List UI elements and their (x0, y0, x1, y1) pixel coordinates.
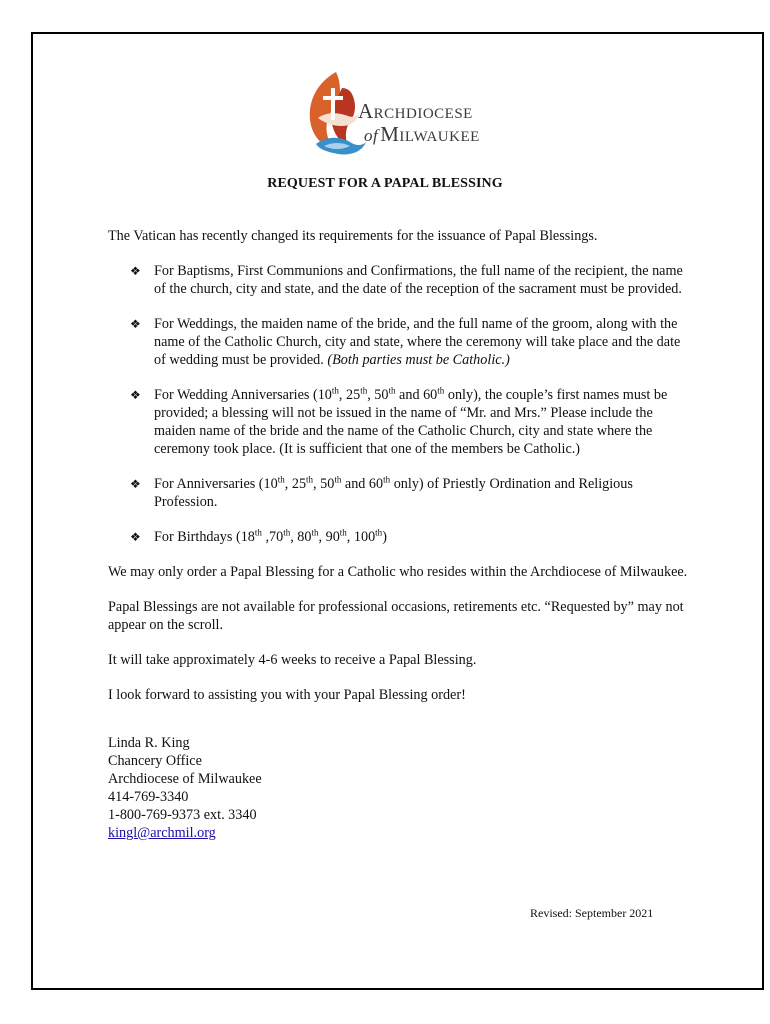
signature-office: Chancery Office (108, 753, 202, 769)
list-item (130, 386, 688, 458)
diamond-bullet-icon: ❖ (130, 477, 141, 491)
list-item (130, 528, 688, 546)
signature-name: Linda R. King (108, 735, 190, 751)
revised-date: Revised: September 2021 (530, 906, 654, 920)
email-link[interactable]: kingl@archmil.org (108, 825, 216, 841)
cross-vertical (331, 88, 335, 120)
diamond-bullet-icon: ❖ (130, 530, 141, 544)
signature-tollfree: 1-800-769-9373 ext. 3340 (108, 807, 257, 823)
bullet-weddings: For Weddings, the maiden name of the bride, and the full name of the groom, along with the name of the Catholic Church, city and state, where the ceremony will take place and the date of wedding must be provided. (154, 316, 681, 368)
intro-paragraph: The Vatican has recently changed its requirements for the issuance of Papal Blessings. (108, 228, 598, 244)
signature-phone: 414-769-3340 (108, 789, 189, 805)
closing-paragraph: I look forward to assisting you with your Papal Blessing order! (108, 687, 466, 703)
bullet-birthdays: For Birthdays (18th ,70th, 80th, 90th, 100th) (154, 527, 387, 545)
logo-line2 (364, 124, 480, 145)
diamond-bullet-icon: ❖ (130, 388, 141, 402)
cross-horizontal (323, 96, 343, 100)
timing-paragraph: It will take approximately 4-6 weeks to receive a Papal Blessing. (108, 652, 477, 668)
bullet-baptisms: For Baptisms, First Communions and Confirmations, the full name of the recipient, the name of the church, city and state, and the date of the reception of the sacrament must be provided. (154, 263, 683, 297)
document-body (108, 227, 688, 842)
signature-block (108, 734, 688, 842)
bullet-wedding-anniversaries: For Wedding Anniversaries (10th, 25th, 50th and 60th only), the couple’s first names must be provided; a blessing will not be issued in the name of “Mr. and Mrs.” Please include the maiden name of the bride and the name of the Catholic Church, city and state where the ceremony took place. (It is sufficient that one of the members be Catholic.) (154, 385, 668, 457)
residency-paragraph: We may only order a Papal Blessing for a Catholic who resides within the Archdiocese of Milwaukee. (108, 564, 688, 580)
logo-milwaukee: Milwaukee (380, 122, 480, 146)
document-title: REQUEST FOR A PAPAL BLESSING (267, 176, 503, 191)
signature-org: Archdiocese of Milwaukee (108, 771, 262, 787)
occasions-paragraph: Papal Blessings are not available for professional occasions, retirements etc. “Requested by” may not appear on the scroll. (108, 599, 684, 633)
list-item (130, 315, 688, 369)
list-item (130, 475, 688, 511)
logo-wordmark (358, 101, 480, 145)
diamond-bullet-icon: ❖ (130, 264, 141, 278)
logo-of: of (364, 126, 379, 145)
logo-line1: Archdiocese (358, 99, 473, 123)
bullet-ordination-anniversaries: For Anniversaries (10th, 25th, 50th and 60th only) of Priestly Ordination and Religious Profession. (154, 474, 633, 510)
list-item (130, 262, 688, 298)
diamond-bullet-icon: ❖ (130, 317, 141, 331)
requirements-list (108, 262, 688, 546)
bullet-weddings-note: (Both parties must be Catholic.) (327, 352, 510, 368)
